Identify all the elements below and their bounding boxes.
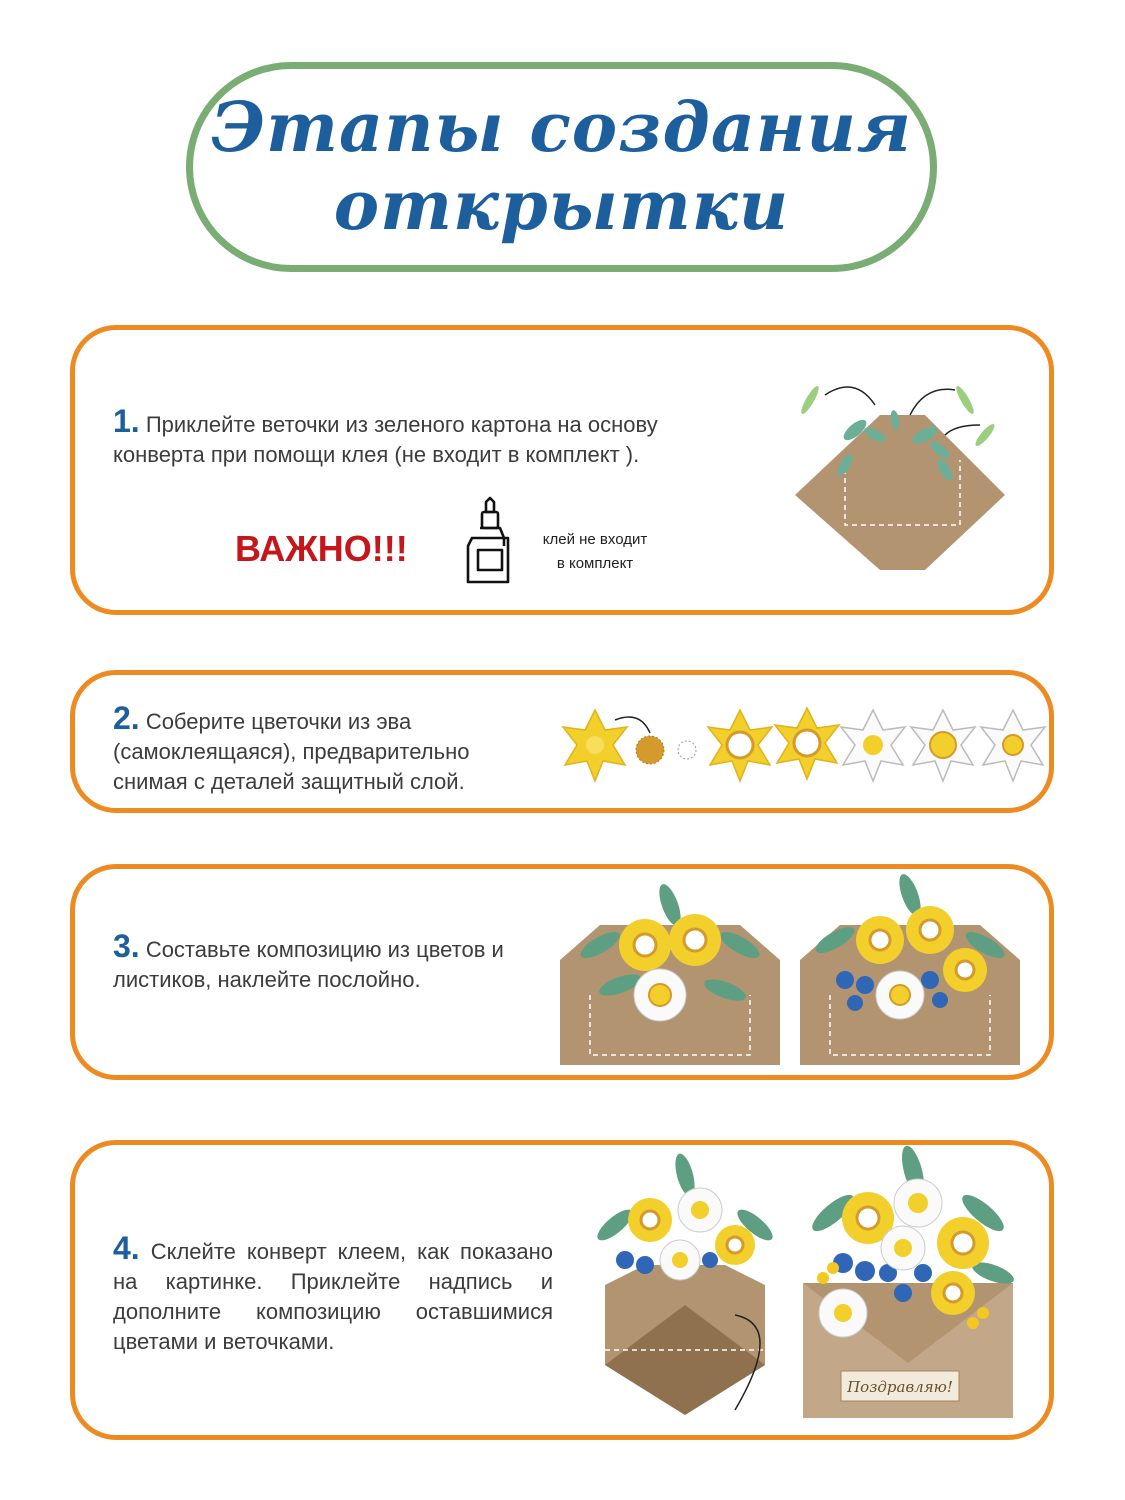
glue-bottle-icon	[460, 498, 520, 588]
step-2-text: Соберите цветочки из эва (самоклеящаяся), предварительно снимая с деталей защитный слой.	[113, 709, 470, 794]
step-4-illustration-final	[803, 1163, 1013, 1418]
step-3-text: Составьте композицию из цветов и листиков, наклейте послойно.	[113, 937, 504, 992]
important-label: ВАЖНО!!!	[235, 528, 408, 569]
step-4-text-block	[113, 1230, 553, 1357]
step-3-text-block	[113, 928, 513, 995]
step-4-text: Склейте конверт клеем, как показано на картинке. Приклейте надпись и дополните композицию оставшимися цветами и веточками.	[113, 1239, 553, 1354]
title-frame	[186, 62, 937, 272]
step-4-illustration-folding	[585, 1165, 785, 1425]
glue-note-line-2: в комплект	[556, 555, 634, 572]
step-3-illustration-blue	[800, 885, 1020, 1065]
step-2-text-block	[113, 700, 543, 797]
step-2-number: 2.	[113, 700, 140, 736]
step-2-card	[70, 670, 1054, 813]
greeting-label: Поздравляю!	[847, 1378, 953, 1396]
glue-note	[520, 528, 670, 576]
step-1-illustration	[785, 375, 1015, 575]
step-4-card	[70, 1140, 1054, 1440]
step-2-flowers-illustration	[555, 705, 1045, 785]
step-1-text-block	[113, 403, 753, 470]
step-3-card	[70, 864, 1054, 1080]
step-1-number: 1.	[113, 403, 140, 439]
step-1-card	[70, 325, 1054, 615]
glue-note-line-1: клей не входит	[542, 531, 648, 548]
step-4-number: 4.	[113, 1230, 140, 1266]
title-line-2: открытки	[333, 166, 790, 246]
step-3-illustration-yellow	[560, 885, 780, 1065]
title-line-1: Этапы создания	[210, 88, 913, 168]
step-1-text: Приклейте веточки из зеленого картона на основу конверта при помощи клея (не входит в комплект ).	[113, 412, 658, 467]
step-3-number: 3.	[113, 928, 140, 964]
